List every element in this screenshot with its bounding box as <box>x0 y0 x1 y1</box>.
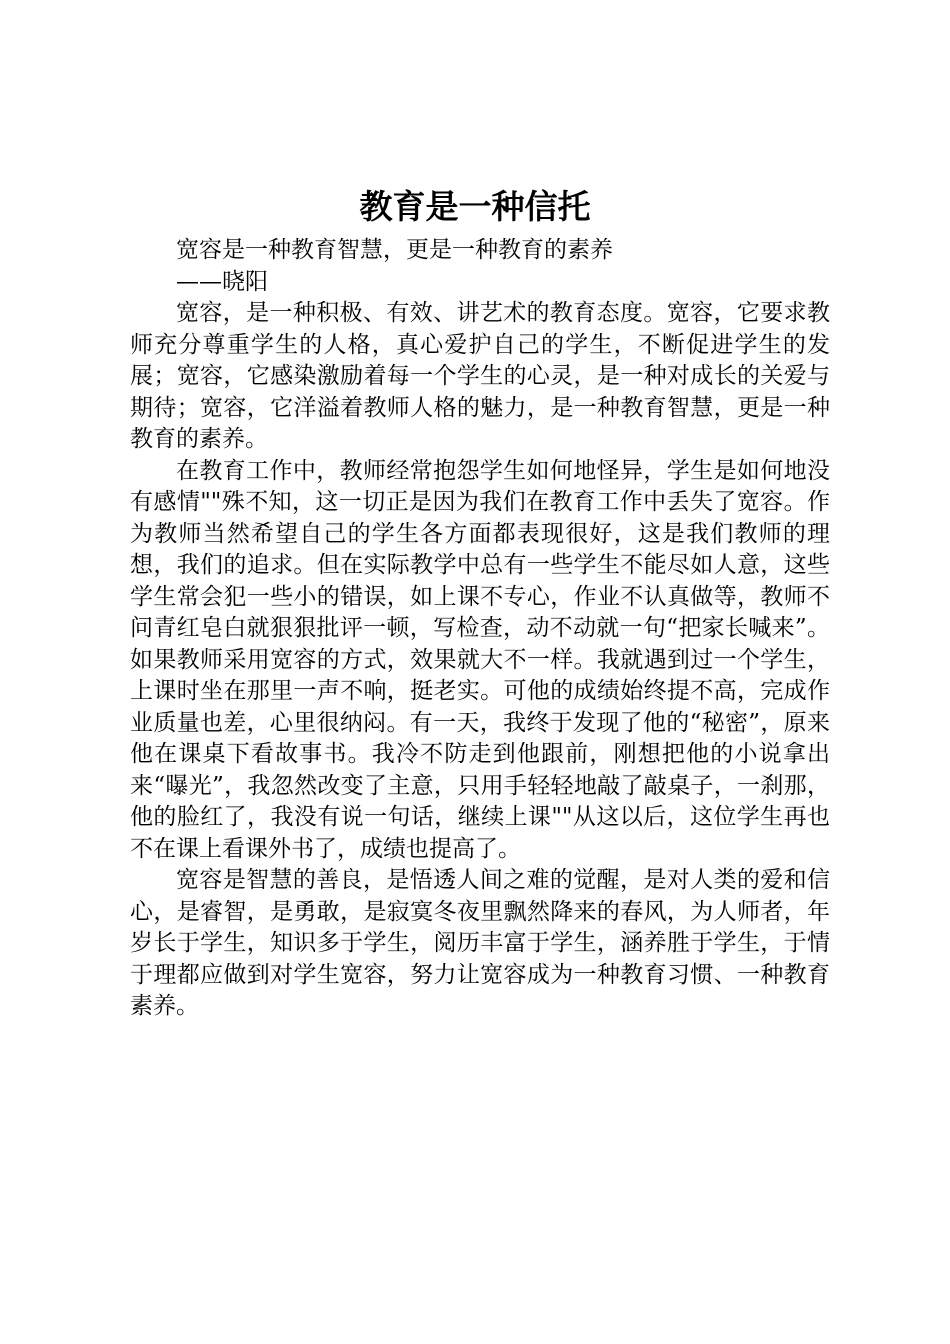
author-line: ——晓阳 <box>176 268 268 295</box>
paragraph-2: 在教育工作中，教师经常抱怨学生如何地怪异，学生是如何地没有感情""殊不知，这一切正是因为我们在教育工作中丢失了宽容。作为教师当然希望自己的学生各方面都表现很好，这是我们教师的理想，我们的追求。但在实际教学中总有一些学生不能尽如人意，这些学生常会犯一些小的错误，如上课不专心，作业不认真做等，教师不问青红皂白就狠狠批评一顿，写检查，动不动就一句“把家长喊来”。如果教师采用宽容的方式，效果就大不一样。我就遇到过一个学生，上课时坐在那里一声不响，挺老实。可他的成绩始终提不高，完成作业质量也差，心里很纳闷。有一天，我终于发现了他的“秘密”，原来他在课桌下看故事书。我冷不防走到他跟前，刚想把他的小说拿出来“曝光”，我忽然改变了主意，只用手轻轻地敲了敲桌子，一刹那，他的脸红了，我没有说一句话，继续上课""从这以后，这位学生再也不在课上看课外书了，成绩也提高了。 <box>130 457 830 862</box>
paragraph-3: 宽容是智慧的善良，是悟透人间之难的觉醒，是对人类的爱和信心，是睿智，是勇敢，是寂寞冬夜里飘然降来的春风，为人师者，年岁长于学生，知识多于学生，阅历丰富于学生，涵养胜于学生，于情于理都应做到对学生宽容，努力让宽容成为一种教育习惯、一种教育素养。 <box>130 867 830 1019</box>
document-body <box>130 235 830 1023</box>
paragraph-1: 宽容，是一种积极、有效、讲艺术的教育态度。宽容，它要求教师充分尊重学生的人格，真心爱护自己的学生，不断促进学生的发展；宽容，它感染激励着每一个学生的心灵，是一种对成长的关爱与期待；宽容，它洋溢着教师人格的魅力，是一种教育智慧，更是一种教育的素养。 <box>130 300 830 452</box>
subtitle-line: 宽容是一种教育智慧，更是一种教育的素养 <box>176 237 613 263</box>
document-title: 教育是一种信托 <box>359 187 591 226</box>
